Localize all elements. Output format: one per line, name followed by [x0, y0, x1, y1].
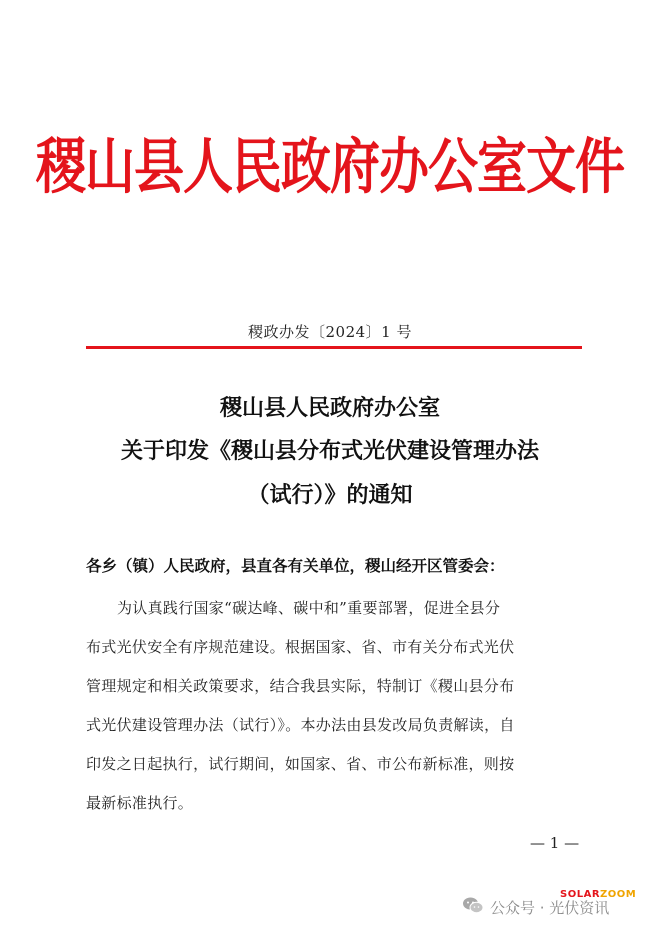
page-number: — 1 — — [530, 834, 580, 852]
body-line-5: 印发之日起执行，试行期间，如国家、省、市公布新标准，则按 — [86, 755, 515, 773]
document-masthead: 稷山县人民政府办公室文件 — [36, 131, 624, 202]
title-line-3: （试行）》的通知 — [247, 482, 413, 508]
wechat-icon — [462, 896, 490, 918]
body-line-6: 最新标准执行。 — [86, 794, 194, 812]
brand-solar: SOLAR — [560, 889, 601, 900]
title-line-2: 关于印发《稷山县分布式光伏建设管理办法 — [120, 438, 539, 464]
document-number: 稷政办发〔2024〕1 号 — [248, 323, 412, 341]
red-divider-line — [86, 346, 582, 349]
brand-zoom: ZOOM — [600, 889, 637, 900]
salutation: 各乡（镇）人民政府，县直各有关单位，稷山经开区管委会： — [86, 557, 505, 575]
body-line-1: 为认真践行国家“碳达峰、碳中和”重要部署，促进全县分 — [117, 599, 501, 617]
body-line-2: 布式光伏安全有序规范建设。根据国家、省、市有关分布式光伏 — [86, 638, 515, 656]
body-line-4: 式光伏建设管理办法（试行）》。本办法由县发改局负责解读，自 — [86, 716, 515, 734]
body-line-3: 管理规定和相关政策要求，结合我县实际，特制订《稷山县分布 — [86, 677, 515, 695]
title-line-1: 稷山县人民政府办公室 — [219, 395, 440, 421]
solarzoom-logo — [560, 889, 636, 900]
watermark-text: 公众号 · 光伏资讯 — [490, 898, 610, 917]
